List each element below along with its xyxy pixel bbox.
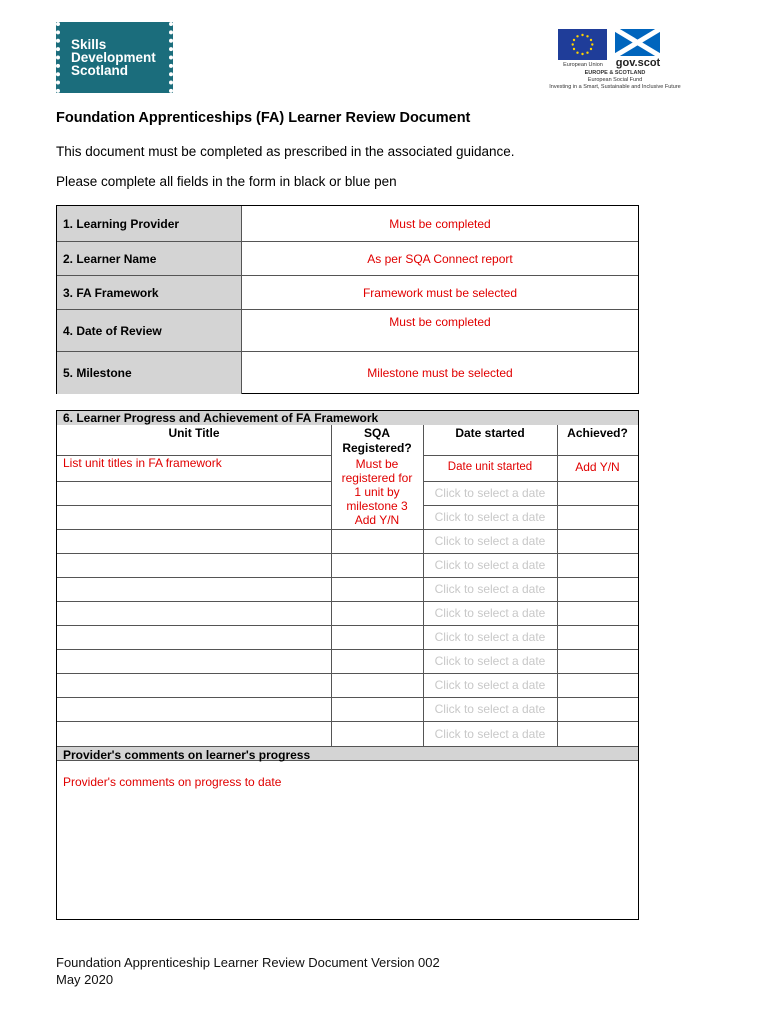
- date-picker[interactable]: Click to select a date: [434, 702, 546, 716]
- row-divider: [57, 721, 638, 722]
- eu-flag-icon: [558, 29, 607, 60]
- date-picker[interactable]: Click to select a date: [434, 582, 546, 596]
- milestone-field[interactable]: Milestone must be selected: [367, 366, 513, 380]
- date-picker[interactable]: Click to select a date: [434, 486, 546, 500]
- sqa-hint-line: 1 unit by: [354, 485, 400, 499]
- date-started-hint[interactable]: Date unit started: [447, 461, 533, 473]
- date-picker[interactable]: Click to select a date: [434, 534, 546, 548]
- row-divider: [57, 625, 638, 626]
- logo-line-2: Development: [71, 50, 156, 65]
- sqa-registered-hint[interactable]: [331, 457, 423, 527]
- provider-comments-field[interactable]: Provider's comments on progress to date: [63, 775, 282, 789]
- gov-scot-label: gov.scot: [615, 57, 661, 69]
- col-header-date-started: Date started: [455, 426, 525, 440]
- intro-line-2: Please complete all fields in the form in black or blue pen: [56, 174, 397, 189]
- row-label: 1. Learning Provider: [57, 206, 242, 241]
- row-divider: [57, 577, 638, 578]
- row-label: 4. Date of Review: [57, 310, 242, 352]
- date-picker[interactable]: Click to select a date: [434, 630, 546, 644]
- col-header-achieved: Achieved?: [567, 426, 628, 440]
- logo-line-1: Skills: [71, 37, 107, 52]
- col-header-sqa: [331, 426, 423, 456]
- esf-fund: European Social Fund: [587, 77, 643, 83]
- sds-logo: [56, 22, 173, 93]
- date-picker[interactable]: Click to select a date: [434, 606, 546, 620]
- row-divider: [57, 481, 331, 482]
- date-picker[interactable]: Click to select a date: [434, 510, 546, 524]
- learner-details-table: [56, 205, 639, 394]
- row-divider: [423, 505, 638, 506]
- row-label: 5. Milestone: [57, 352, 242, 394]
- unit-title-hint[interactable]: List unit titles in FA framework: [63, 456, 222, 470]
- row-divider: [57, 553, 638, 554]
- row-divider: [57, 601, 638, 602]
- sqa-hint-line: Must be: [355, 457, 399, 471]
- footer-version: Foundation Apprenticeship Learner Review Document Version 002: [56, 955, 440, 970]
- date-picker[interactable]: Click to select a date: [434, 727, 546, 741]
- col-header-sqa-line-1: SQA: [363, 426, 390, 440]
- row-divider: [57, 529, 638, 530]
- row-divider: [57, 505, 331, 506]
- learner-name-field[interactable]: As per SQA Connect report: [367, 252, 513, 266]
- table-row: [57, 206, 638, 241]
- row-divider: [423, 455, 638, 456]
- table-row: [57, 351, 638, 394]
- table-row: [57, 241, 638, 276]
- fa-framework-field[interactable]: Framework must be selected: [362, 286, 518, 300]
- footer-date: May 2020: [56, 972, 114, 987]
- row-divider: [57, 697, 638, 698]
- row-label: 3. FA Framework: [57, 276, 242, 310]
- sqa-hint-line: milestone 3: [346, 499, 408, 513]
- row-divider: [57, 649, 638, 650]
- col-header-unit-title: Unit Title: [168, 426, 220, 440]
- progress-table: [56, 410, 639, 920]
- learning-provider-field[interactable]: Must be completed: [389, 216, 491, 231]
- esf-tagline: Investing in a Smart, Sustainable and Inclusive Future: [549, 84, 681, 90]
- row-divider: [423, 481, 638, 482]
- eu-caption: European Union: [563, 62, 603, 68]
- intro-line-1: This document must be completed as prescribed in the associated guidance.: [56, 144, 515, 159]
- sqa-hint-line: Add Y/N: [354, 513, 400, 527]
- achieved-hint[interactable]: Add Y/N: [575, 460, 620, 474]
- row-divider: [57, 673, 638, 674]
- date-of-review-field[interactable]: Must be completed: [389, 315, 491, 329]
- date-picker[interactable]: Click to select a date: [434, 678, 546, 692]
- date-picker[interactable]: Click to select a date: [434, 558, 546, 572]
- progress-table-title: 6. Learner Progress and Achievement of FA Framework: [57, 411, 638, 425]
- table-row: [57, 275, 638, 310]
- sqa-hint-line: registered for: [341, 471, 413, 485]
- table-row: [57, 309, 638, 352]
- comments-header: Provider's comments on learner's progress: [57, 746, 638, 761]
- logo-line-3: Scotland: [71, 63, 129, 78]
- date-picker[interactable]: Click to select a date: [434, 654, 546, 668]
- row-label: 2. Learner Name: [57, 242, 242, 276]
- esf-title: EUROPE & SCOTLAND: [584, 70, 646, 76]
- col-header-sqa-line-2: Registered?: [342, 441, 412, 455]
- document-title: Foundation Apprenticeships (FA) Learner Review Document: [56, 110, 471, 126]
- saltire-flag-icon: [615, 29, 660, 56]
